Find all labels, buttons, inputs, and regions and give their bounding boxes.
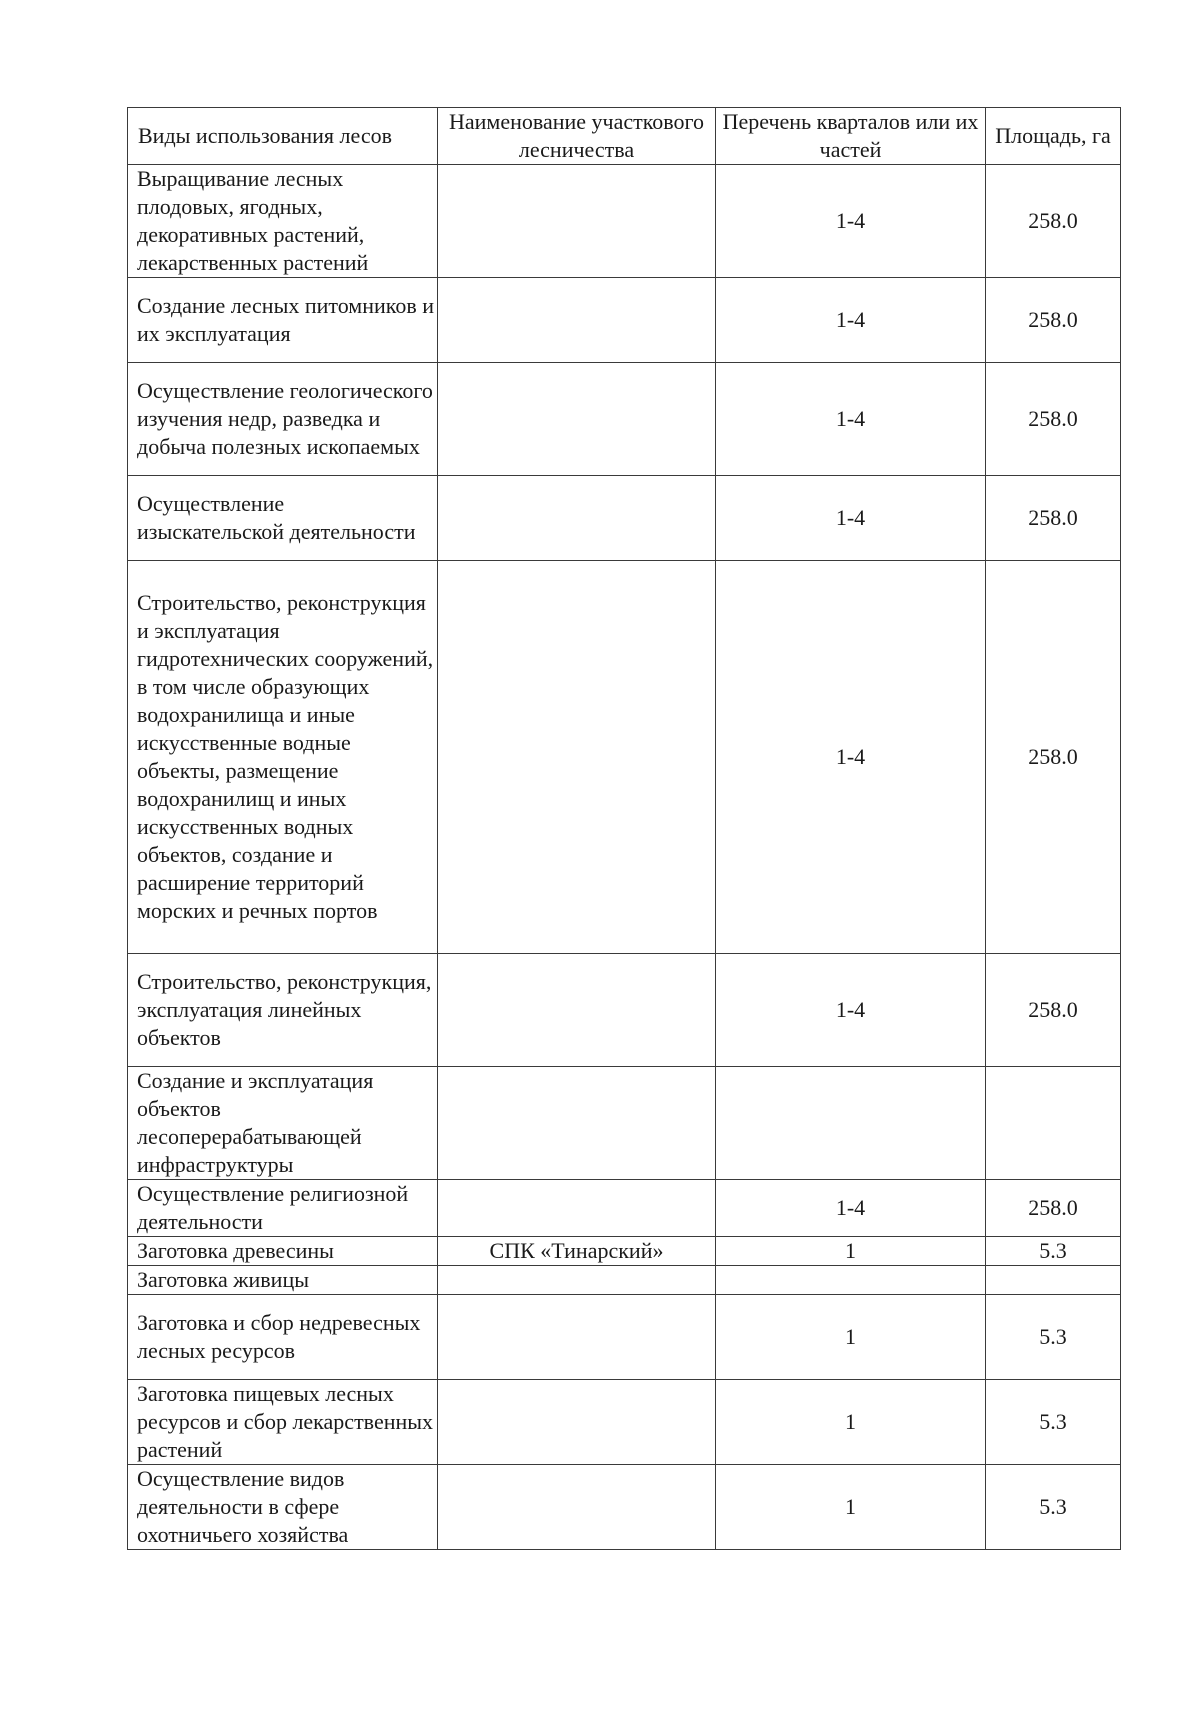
cell-forestry-name bbox=[438, 561, 716, 954]
table-row bbox=[128, 1380, 1121, 1465]
cell-use-type: Осуществление геологического изучения недр, разведка и добыча полезных ископаемых bbox=[128, 363, 438, 476]
cell-quarters bbox=[716, 1266, 986, 1295]
table-row bbox=[128, 476, 1121, 561]
table-row bbox=[128, 561, 1121, 954]
table-header-row bbox=[128, 108, 1121, 165]
cell-area: 258.0 bbox=[986, 561, 1121, 954]
table-row bbox=[128, 1067, 1121, 1180]
cell-forestry-name bbox=[438, 1266, 716, 1295]
cell-quarters: 1 bbox=[716, 1295, 986, 1380]
cell-use-type: Заготовка древесины bbox=[128, 1237, 438, 1266]
cell-area: 258.0 bbox=[986, 363, 1121, 476]
cell-use-type: Осуществление религиозной деятельности bbox=[128, 1180, 438, 1237]
cell-quarters: 1-4 bbox=[716, 278, 986, 363]
cell-quarters bbox=[716, 1067, 986, 1180]
cell-forestry-name bbox=[438, 1380, 716, 1465]
cell-use-type: Строительство, реконструкция и эксплуатация гидротехнических сооружений, в том числе образующих водохранилища и иные искусственные водные объекты, размещение водохранилищ и иных искусственных водных объектов, создание и расширение территорий морских и речных портов bbox=[128, 561, 438, 954]
forest-use-table bbox=[127, 107, 1121, 1550]
cell-quarters: 1-4 bbox=[716, 363, 986, 476]
cell-quarters: 1-4 bbox=[716, 561, 986, 954]
header-area: Площадь, га bbox=[986, 108, 1121, 165]
cell-use-type: Осуществление видов деятельности в сфере охотничьего хозяйства bbox=[128, 1465, 438, 1550]
cell-forestry-name bbox=[438, 1465, 716, 1550]
cell-forestry-name bbox=[438, 165, 716, 278]
cell-quarters: 1-4 bbox=[716, 954, 986, 1067]
cell-forestry-name: СПК «Тинарский» bbox=[438, 1237, 716, 1266]
cell-area: 5.3 bbox=[986, 1237, 1121, 1266]
cell-area bbox=[986, 1067, 1121, 1180]
table-row bbox=[128, 165, 1121, 278]
cell-forestry-name bbox=[438, 476, 716, 561]
cell-use-type: Создание и эксплуатация объектов лесоперерабатывающей инфраструктуры bbox=[128, 1067, 438, 1180]
cell-area: 258.0 bbox=[986, 1180, 1121, 1237]
header-use-type: Виды использования лесов bbox=[128, 108, 438, 165]
cell-use-type: Создание лесных питомников и их эксплуатация bbox=[128, 278, 438, 363]
header-forestry-name: Наименование участкового лесничества bbox=[438, 108, 716, 165]
table-row bbox=[128, 1266, 1121, 1295]
table-row bbox=[128, 278, 1121, 363]
cell-area: 258.0 bbox=[986, 278, 1121, 363]
table-row bbox=[128, 363, 1121, 476]
cell-area bbox=[986, 1266, 1121, 1295]
table-row bbox=[128, 954, 1121, 1067]
cell-quarters: 1 bbox=[716, 1465, 986, 1550]
cell-forestry-name bbox=[438, 954, 716, 1067]
cell-area: 5.3 bbox=[986, 1295, 1121, 1380]
table-row bbox=[128, 1180, 1121, 1237]
cell-forestry-name bbox=[438, 363, 716, 476]
cell-quarters: 1 bbox=[716, 1237, 986, 1266]
cell-quarters: 1-4 bbox=[716, 1180, 986, 1237]
cell-use-type: Заготовка и сбор недревесных лесных ресурсов bbox=[128, 1295, 438, 1380]
cell-use-type: Заготовка живицы bbox=[128, 1266, 438, 1295]
cell-forestry-name bbox=[438, 1295, 716, 1380]
cell-area: 5.3 bbox=[986, 1465, 1121, 1550]
cell-use-type: Заготовка пищевых лесных ресурсов и сбор лекарственных растений bbox=[128, 1380, 438, 1465]
table-row bbox=[128, 1465, 1121, 1550]
cell-use-type: Строительство, реконструкция, эксплуатация линейных объектов bbox=[128, 954, 438, 1067]
cell-use-type: Осуществление изыскательской деятельности bbox=[128, 476, 438, 561]
cell-area: 258.0 bbox=[986, 954, 1121, 1067]
cell-area: 258.0 bbox=[986, 476, 1121, 561]
cell-forestry-name bbox=[438, 1180, 716, 1237]
cell-use-type: Выращивание лесных плодовых, ягодных, декоративных растений, лекарственных растений bbox=[128, 165, 438, 278]
header-quarters: Перечень кварталов или их частей bbox=[716, 108, 986, 165]
cell-area: 5.3 bbox=[986, 1380, 1121, 1465]
table-row bbox=[128, 1295, 1121, 1380]
cell-quarters: 1-4 bbox=[716, 476, 986, 561]
cell-quarters: 1 bbox=[716, 1380, 986, 1465]
cell-forestry-name bbox=[438, 278, 716, 363]
cell-area: 258.0 bbox=[986, 165, 1121, 278]
cell-quarters: 1-4 bbox=[716, 165, 986, 278]
table-row bbox=[128, 1237, 1121, 1266]
cell-forestry-name bbox=[438, 1067, 716, 1180]
